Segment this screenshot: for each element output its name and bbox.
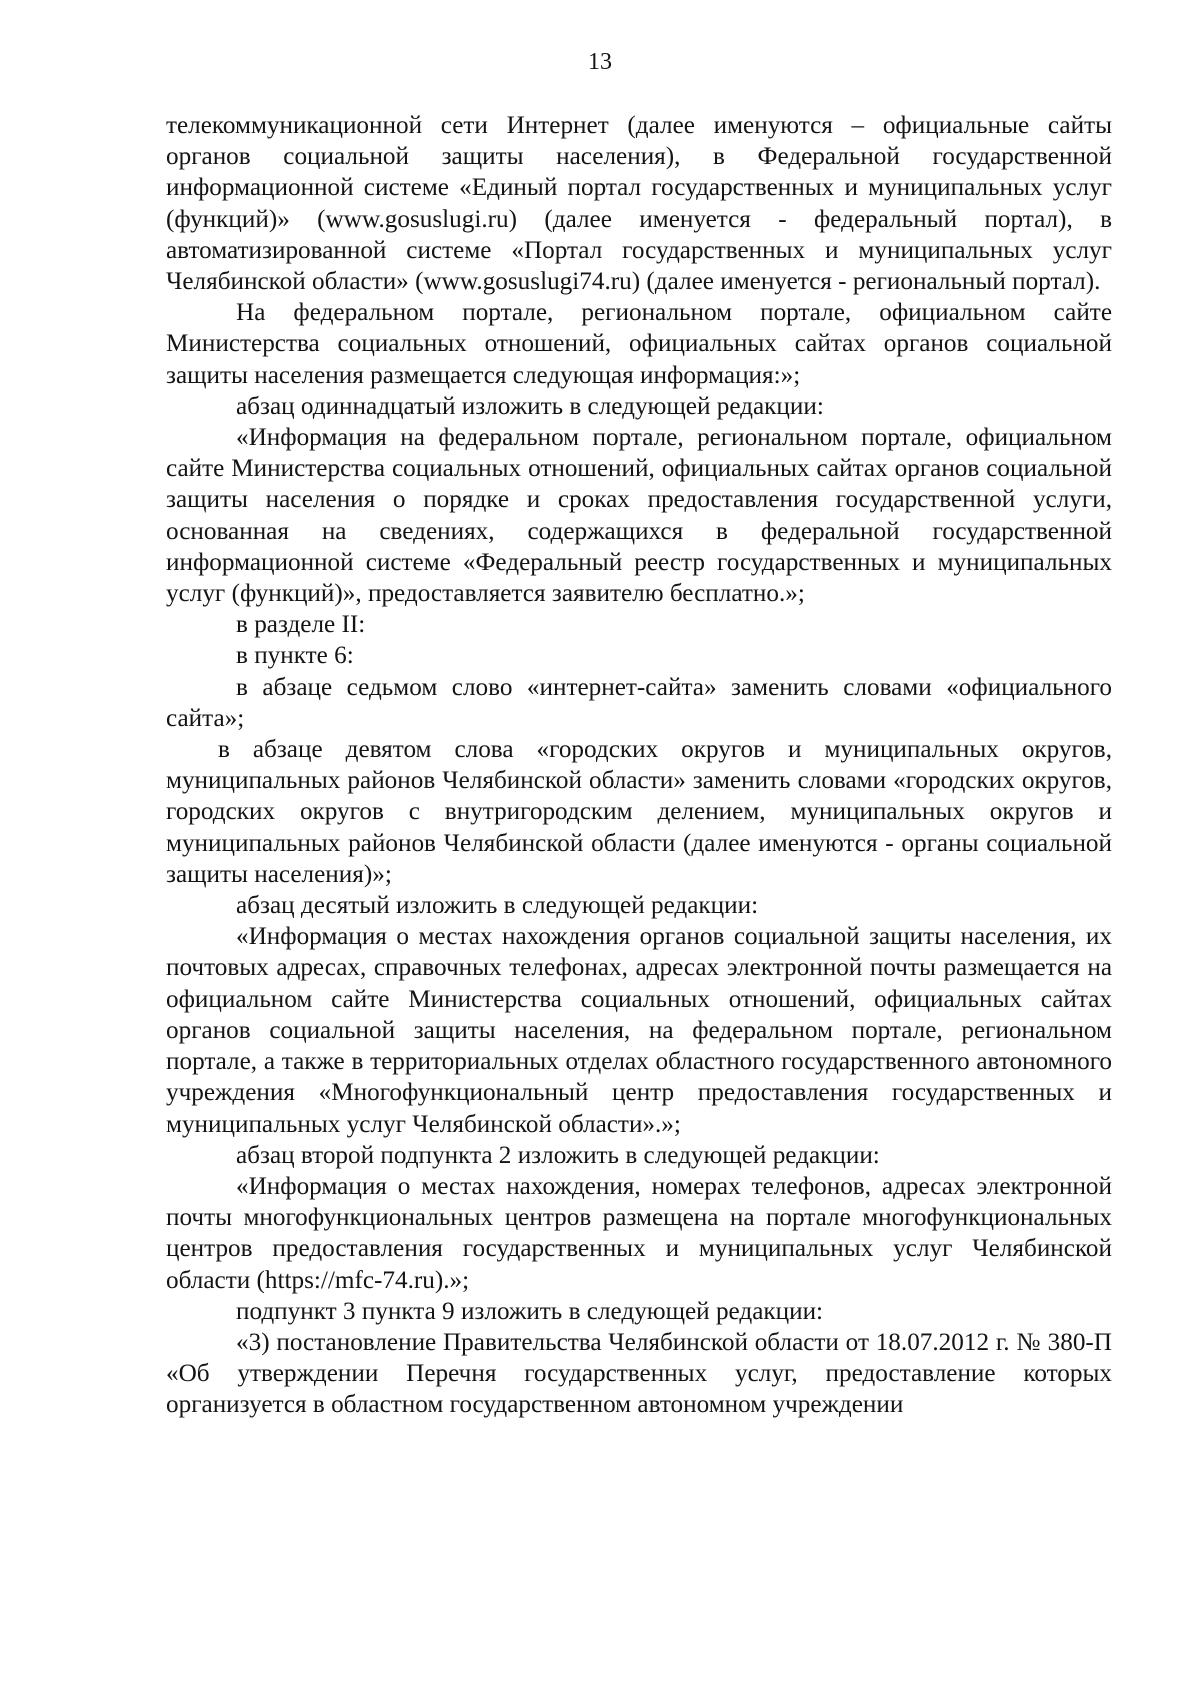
paragraph-seventh-abzats-replace: в абзаце седьмом слово «интернет-сайта» заменить словами «официального сайта»;	[166, 673, 1112, 732]
paragraph-point-6: в пункте 6:	[236, 642, 354, 670]
paragraph-mfc-information: «Информация о местах нахождения, номерах телефонов, адресах электронной почты многофункциональных центров размещена на портале многофункциональных центров предоставления государственных и муниципальных услуг Челябинской области (https://mfc-74.ru).»;	[166, 1172, 1112, 1294]
paragraph-tenth-abzats-instruction: абзац десятый изложить в следующей редакции:	[236, 892, 759, 920]
page-number: 13	[588, 49, 612, 75]
document-body	[166, 110, 1112, 1421]
paragraph-subpoint-3-instruction: подпункт 3 пункта 9 изложить в следующей редакции:	[236, 1297, 824, 1325]
paragraph-resolution-380-p: «3) постановление Правительства Челябинской области от 18.07.2012 г. № 380-П «Об утверждении Перечня государственных услуг, предоставление которых организуется в областном государственном автономном учреждении	[166, 1328, 1112, 1419]
paragraph-information-free-of-charge: «Информация на федеральном портале, региональном портале, официальном сайте Министерства социальных отношений, официальных сайтах органов социальной защиты населения о порядке и сроках предоставления государственной услуги, основанная на сведениях, содержащихся в федеральной государственной информационной системе «Федеральный реестр государственных и муниципальных услуг (функций)», предоставляется заявителю бесплатно.»;	[166, 424, 1112, 608]
paragraph-section-ii: в разделе II:	[236, 611, 366, 639]
paragraph-information-placement: На федеральном портале, региональном портале, официальном сайте Министерства социальных отношений, официальных сайтах органов социальной защиты населения размещается следующая информация:»;	[166, 299, 1112, 389]
paragraph-eleventh-abzats-instruction: абзац одиннадцатый изложить в следующей редакции:	[236, 392, 824, 420]
paragraph-continuation-websites: телекоммуникационной сети Интернет (далее именуются – официальные сайты органов социальной защиты населения), в Федеральной государственной информационной системе «Единый портал государственных и муниципальных услуг (функций)» (www.gosuslugi.ru) (далее именуется - федеральный портал), в автоматизированной системе «Портал государственных и муниципальных услуг Челябинской области» (www.gosuslugi74.ru) (далее именуется - региональный портал).	[166, 112, 1112, 296]
paragraph-locations-information: «Информация о местах нахождения органов социальной защиты населения, их почтовых адресах, справочных телефонах, адресах электронной почты размещается на официальном сайте Министерства социальных отношений, официальных сайтах органов социальной защиты населения, на федеральном портале, региональном портале, а также в территориальных отделах областного государственного автономного учреждения «Многофункциональный центр предоставления государственных и муниципальных услуг Челябинской области».»;	[166, 923, 1112, 1138]
paragraph-ninth-abzats-replace: в абзаце девятом слова «городских округов и муниципальных округов, муниципальных районов Челябинской области» заменить словами «городских округов, городских округов с внутригородским делением, муниципальных округов и муниципальных районов Челябинской области (далее именуются - органы социальной защиты населения)»;	[166, 736, 1112, 888]
paragraph-subpoint-2-instruction: абзац второй подпункта 2 изложить в следующей редакции:	[236, 1141, 880, 1169]
